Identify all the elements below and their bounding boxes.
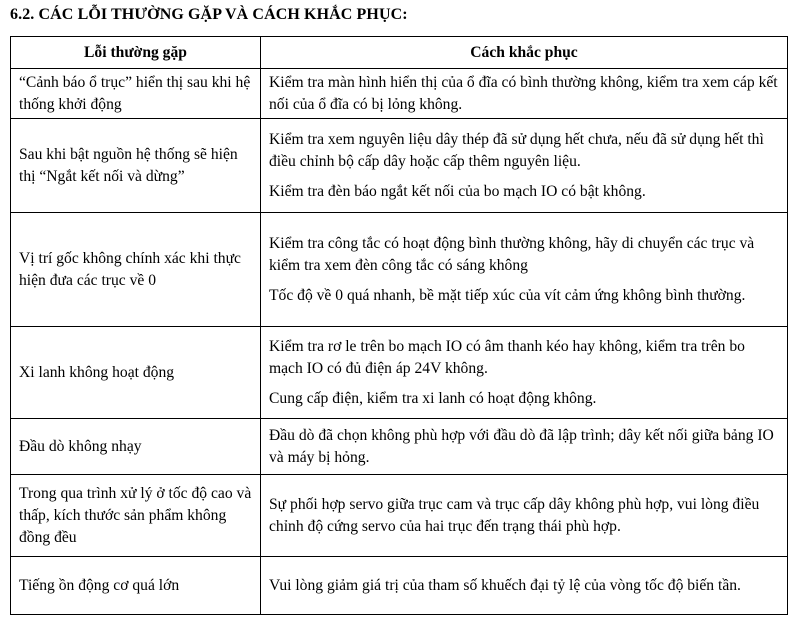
solution-text: Sự phối hợp servo giữa trục cam và trục cấp dây không phù hợp, vui lòng điều chỉnh độ cứng servo của hai trục đến trạng thái phù hợp. [269,495,760,535]
table-row [11,419,788,475]
solution-text: Kiểm tra đèn báo ngắt kết nối của bo mạch IO có bật không. [269,182,646,200]
solution-cell [261,419,788,475]
solution-text: Kiểm tra xem nguyên liệu dây thép đã sử dụng hết chưa, nếu đã sử dụng hết thì điều chỉnh bộ cấp dây hoặc cấp thêm nguyên liệu. [269,130,764,170]
solution-text: Tốc độ về 0 quá nhanh, bề mặt tiếp xúc của vít cảm ứng không bình thường. [269,286,746,304]
table-row [11,69,788,119]
table-row [11,213,788,327]
solution-cell [261,557,788,615]
error-cell: Đầu dò không nhạy [11,419,261,475]
solution-cell [261,119,788,213]
solution-text: Kiểm tra công tắc có hoạt động bình thường không, hãy di chuyển các trục và kiểm tra xem đèn công tắc có sáng không [269,234,755,274]
error-cell: Tiếng ồn động cơ quá lớn [11,557,261,615]
solution-cell [261,69,788,119]
solution-text: Đầu dò đã chọn không phù hợp với đầu dò đã lập trình; dây kết nối giữa bảng IO và máy bị hỏng. [269,426,774,466]
solution-cell [261,213,788,327]
error-cell: Trong qua trình xử lý ở tốc độ cao và thấp, kích thước sản phẩm không đồng đều [11,475,261,557]
solution-cell [261,327,788,419]
solution-text: Vui lòng giảm giá trị của tham số khuếch đại tỷ lệ của vòng tốc độ biến tần. [269,576,741,594]
error-cell: Vị trí gốc không chính xác khi thực hiện đưa các trục về 0 [11,213,261,327]
troubleshooting-table [10,36,788,615]
solution-text: Kiểm tra màn hình hiển thị của ổ đĩa có bình thường không, kiểm tra xem cáp kết nối của ổ đĩa có bị lỏng không. [269,73,778,113]
header-solutions: Cách khắc phục [261,37,788,69]
solution-text: Cung cấp điện, kiểm tra xi lanh có hoạt động không. [269,389,597,407]
table-row [11,119,788,213]
table-row [11,475,788,557]
error-cell: Xi lanh không hoạt động [11,327,261,419]
table-row [11,327,788,419]
solution-cell [261,475,788,557]
solution-text: Kiểm tra rơ le trên bo mạch IO có âm thanh kéo hay không, kiểm tra trên bo mạch IO có đủ điện áp 24V không. [269,337,745,377]
error-cell: “Cảnh báo ổ trục” hiển thị sau khi hệ thống khởi động [11,69,261,119]
section-title: 6.2. CÁC LỖI THƯỜNG GẶP VÀ CÁCH KHẮC PHỤC: [10,6,408,23]
table-header-row [11,37,788,69]
header-common-errors: Lỗi thường gặp [11,37,261,69]
error-cell: Sau khi bật nguồn hệ thống sẽ hiện thị “Ngắt kết nối và dừng” [11,119,261,213]
table-row [11,557,788,615]
